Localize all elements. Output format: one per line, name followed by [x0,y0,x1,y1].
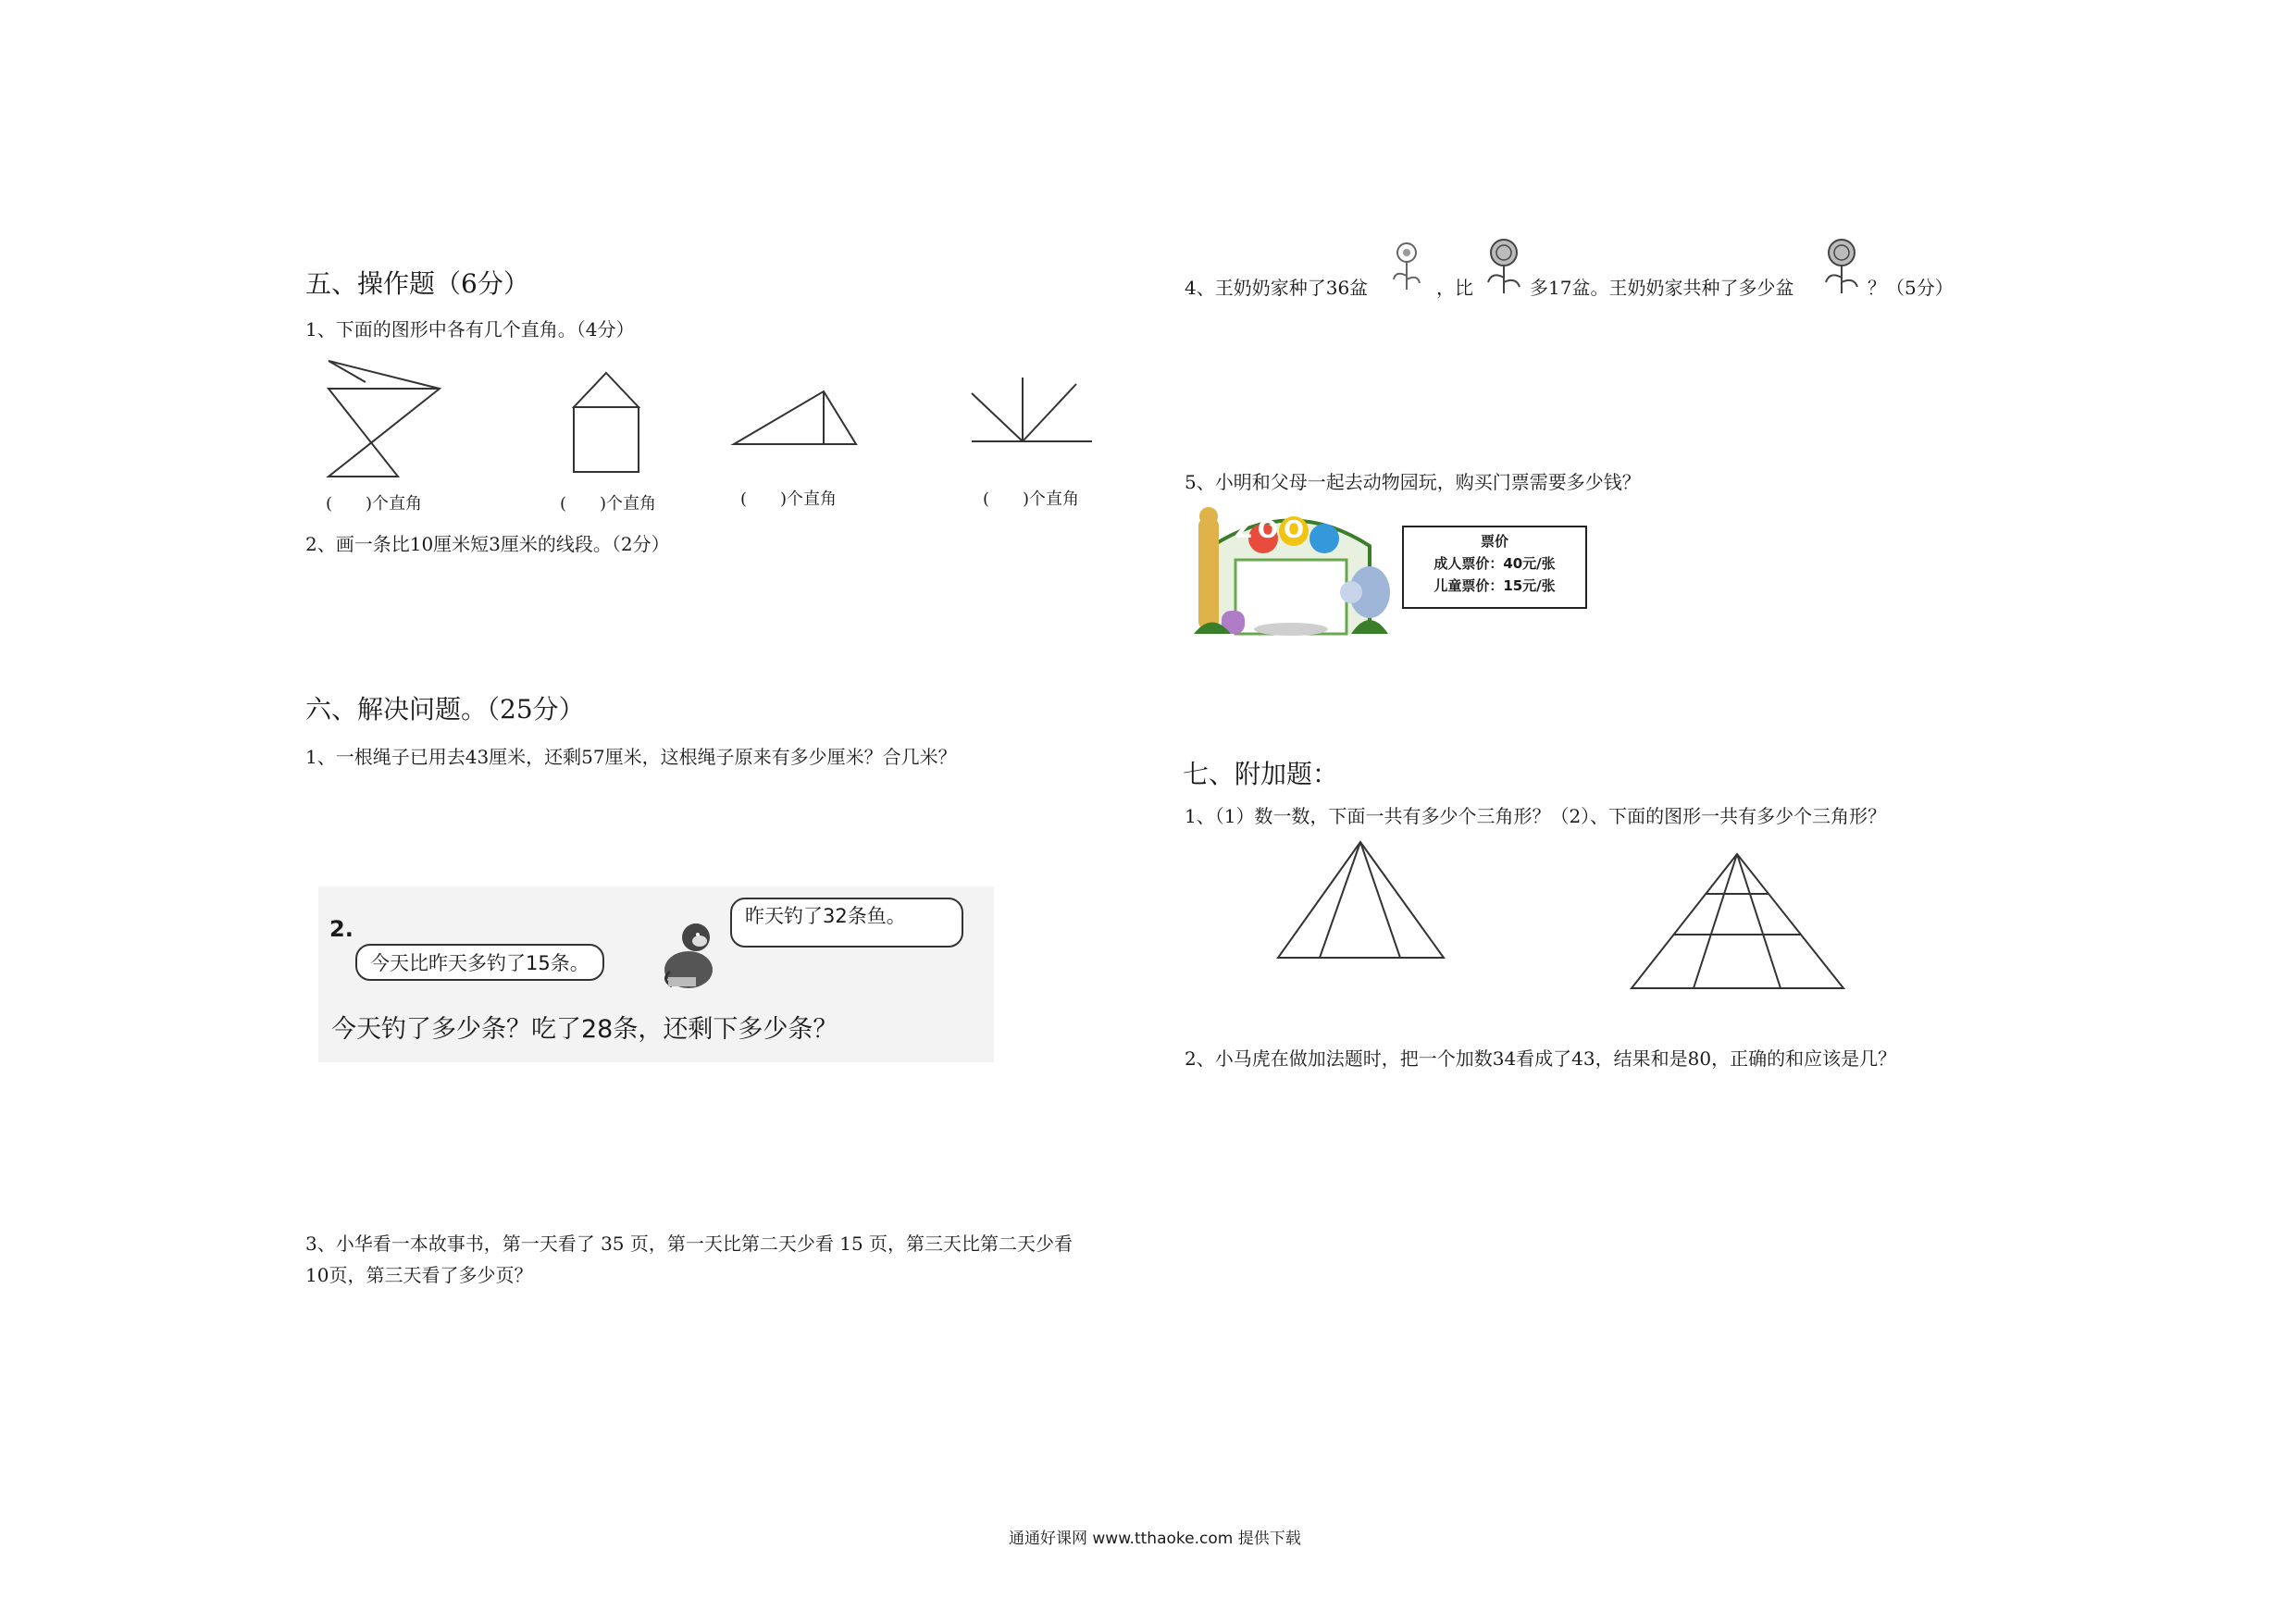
sec6-question-3-line1: 3、小华看一本故事书，第一天看了 35 页，第一天比第二天少看 15 页，第三天比第二天少看 [305,1233,1074,1255]
sec7-question-1: 1、（1）数一数，下面一共有多少个三角形？（2）、下面的图形一共有多少个三角形？ [1185,805,1887,827]
ticket-title: 票价 [1480,533,1508,550]
blank-3: ( )个直角 [740,489,838,509]
chrysanthemum-icon [1481,236,1527,296]
figure-triangle-fan [1275,837,1446,962]
question-4-part-a: 4、王奶奶家种了36盆 [1185,277,1369,299]
figure-triangle-grid [1629,849,1846,993]
fishing-problem-image [318,886,994,1062]
flower-small-icon [1388,239,1425,294]
section5-title: 五、操作题（6分） [305,268,529,299]
blank-2: ( )个直角 [560,494,657,514]
blank-4: ( )个直角 [983,489,1080,509]
figure-crossed-lines [324,356,444,481]
section7-title: 七、附加题： [1183,759,1339,789]
speech-bubble-left: 今天比昨天多钓了15条。 [355,944,604,981]
figure-rays [967,375,1097,449]
chrysanthemum-icon-2 [1818,236,1865,296]
sec6-question-1: 1、一根绳子已用去43厘米，还剩57厘米，这根绳子原来有多少厘米？合几米？ [305,746,957,768]
section6-title: 六、解决问题。（25分） [305,694,585,725]
speech-bubble-right: 昨天钓了32条鱼。 [730,898,963,948]
sec5-question-1: 1、下面的图形中各有几个直角。（4分） [305,318,635,341]
problem-number: 2. [329,916,354,942]
monkey-icon [652,914,726,993]
figure-triangle-height [731,389,861,449]
footer-source: 通通好课网 www.tthaoke.com 提供下载 [1009,1530,1301,1548]
question-4-part-b: ，比 [1436,277,1473,299]
zoo-sign: ZOO [1235,516,1310,544]
sec5-question-2: 2、画一条比10厘米短3厘米的线段。（2分） [305,533,670,555]
question-4-part-d: ？（5分） [1868,277,1954,299]
figure-house [569,370,643,477]
blank-1: ( )个直角 [326,494,423,514]
question-5: 5、小明和父母一起去动物园玩，购买门票需要多少钱？ [1185,471,1641,493]
fishing-question: 今天钓了多少条？吃了28条，还剩下多少条？ [331,1015,838,1044]
sec6-question-3-line2: 10页，第三天看了多少页？ [305,1264,533,1286]
ticket-child-price: 儿童票价：15元/张 [1433,577,1556,594]
ticket-adult-price: 成人票价：40元/张 [1433,555,1556,572]
question-4-part-c: 多17盆。王奶奶家共种了多少盆 [1530,277,1794,299]
sec7-question-2: 2、小马虎在做加法题时，把一个加数34看成了43，结果和是80，正确的和应该是几？ [1185,1047,1897,1070]
ticket-price-box [1402,526,1587,609]
